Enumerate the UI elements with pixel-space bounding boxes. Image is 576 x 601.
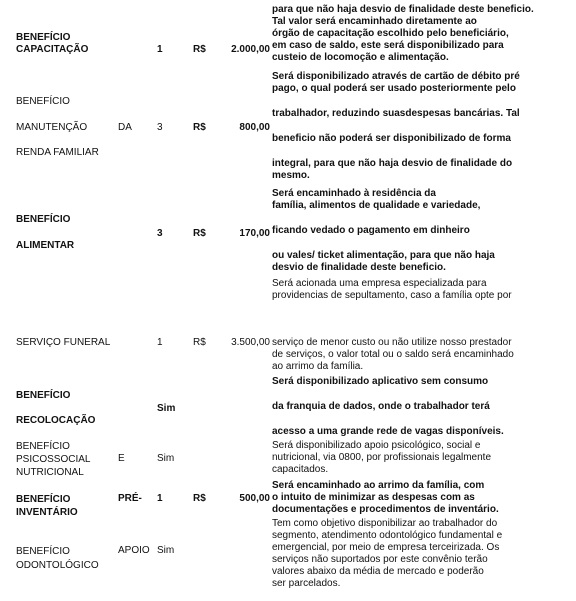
benefit-currency: R$ [193, 228, 206, 239]
benefit-currency: R$ [193, 493, 206, 504]
benefit-name-connector: APOIO [118, 545, 150, 556]
benefit-value: 500,00 [239, 493, 270, 504]
benefit-name-manutencao-line3: RENDA FAMILIAR [16, 147, 99, 158]
benefit-qty: 3 [157, 228, 163, 239]
benefit-name-connector: PRÉ- [118, 493, 142, 504]
benefit-qty: 1 [157, 337, 163, 348]
benefit-description: Será encaminhado ao arrimo da família, com o intuito de minimizar as despesas com as documentações e procedimentos de inventário. [272, 480, 499, 515]
benefit-value: 170,00 [239, 228, 270, 239]
benefit-name-recolocacao-line1: BENEFÍCIO [16, 390, 71, 401]
benefit-name-psicossocial: BENEFÍCIO PSICOSSOCIAL NUTRICIONAL [16, 441, 91, 478]
benefit-qty: Sim [157, 403, 176, 414]
benefit-description: Será disponibilizado aplicativo sem consumo da franquia de dados, onde o trabalhador terá acesso a uma grande rede de vagas disponíveis. [272, 376, 504, 437]
benefit-description: Será encaminhado à residência da família, alimentos de qualidade e variedade, ficando vedado o pagamento em dinheiro ou vales/ ticket alimentação, para que não haja desvio de finalidade deste beneficio. [272, 188, 495, 273]
benefit-name-recolocacao-line2: RECOLOCAÇÃO [16, 415, 96, 426]
benefit-name-connector: DA [118, 122, 132, 133]
benefit-name-alimentar-line2: ALIMENTAR [16, 240, 75, 251]
benefit-name-capacitacao: BENEFÍCIO CAPACITAÇÃO [16, 32, 89, 55]
benefit-name-odontologico: BENEFÍCIO ODONTOLÓGICO [16, 546, 99, 571]
benefit-currency: R$ [193, 44, 206, 55]
benefit-description: Será acionada uma empresa especializada para providencias de sepultamento, caso a família opte por serviço de menor custo ou não utilize nosso prestador de serviços, o valor total ou o saldo será encaminhado ao arrimo da família. [272, 278, 514, 372]
benefit-value: 800,00 [239, 122, 270, 133]
benefit-qty: Sim [157, 545, 175, 556]
benefit-value: 3.500,00 [231, 337, 270, 348]
benefit-name-connector: E [118, 453, 125, 464]
benefit-currency: R$ [193, 122, 206, 133]
benefit-description: Será disponibilizado apoio psicológico, social e nutricional, via 0800, por profissionais legalmente capacitados. [272, 440, 492, 475]
benefit-name-manutencao-line1: BENEFÍCIO [16, 96, 70, 107]
benefit-value: 2.000,00 [231, 44, 270, 55]
benefit-description: Será disponibilizado através de cartão de débito pré pago, o qual poderá ser usado posteriormente pelo trabalhador, reduzindo suasdespesas bancárias. Tal beneficio não poderá ser disponibilizado de forma integral, para que não haja desvio de finalidade do mesmo. [272, 71, 520, 181]
benefit-qty: 1 [157, 493, 163, 504]
benefit-name-manutencao-line2: MANUTENÇÃO [16, 122, 88, 133]
benefit-currency: R$ [193, 337, 206, 348]
benefit-description: Tem como objetivo disponibilizar ao trabalhador do segmento, atendimento odontológico fundamental e emergencial, por meio de empresa terceirizada. Os serviços não suportados por este convênio terão valores abaixo da média de mercado e poderão ser parcelados. [272, 518, 503, 589]
benefit-name-funeral: SERVIÇO FUNERAL [16, 337, 111, 348]
benefit-qty: 1 [157, 44, 163, 55]
benefit-qty: 3 [157, 122, 163, 133]
benefit-name-alimentar-line1: BENEFÍCIO [16, 214, 71, 225]
benefit-name-inventario: BENEFÍCIO INVENTÁRIO [16, 494, 78, 518]
benefit-qty: Sim [157, 453, 175, 464]
benefit-description: para que não haja desvio de finalidade deste beneficio. Tal valor será encaminhado diretamente ao órgão de capacitação escolhido pelo beneficiário, em caso de saldo, este será disponibilizado para custeio de locomoção e alimentação. [272, 4, 534, 63]
